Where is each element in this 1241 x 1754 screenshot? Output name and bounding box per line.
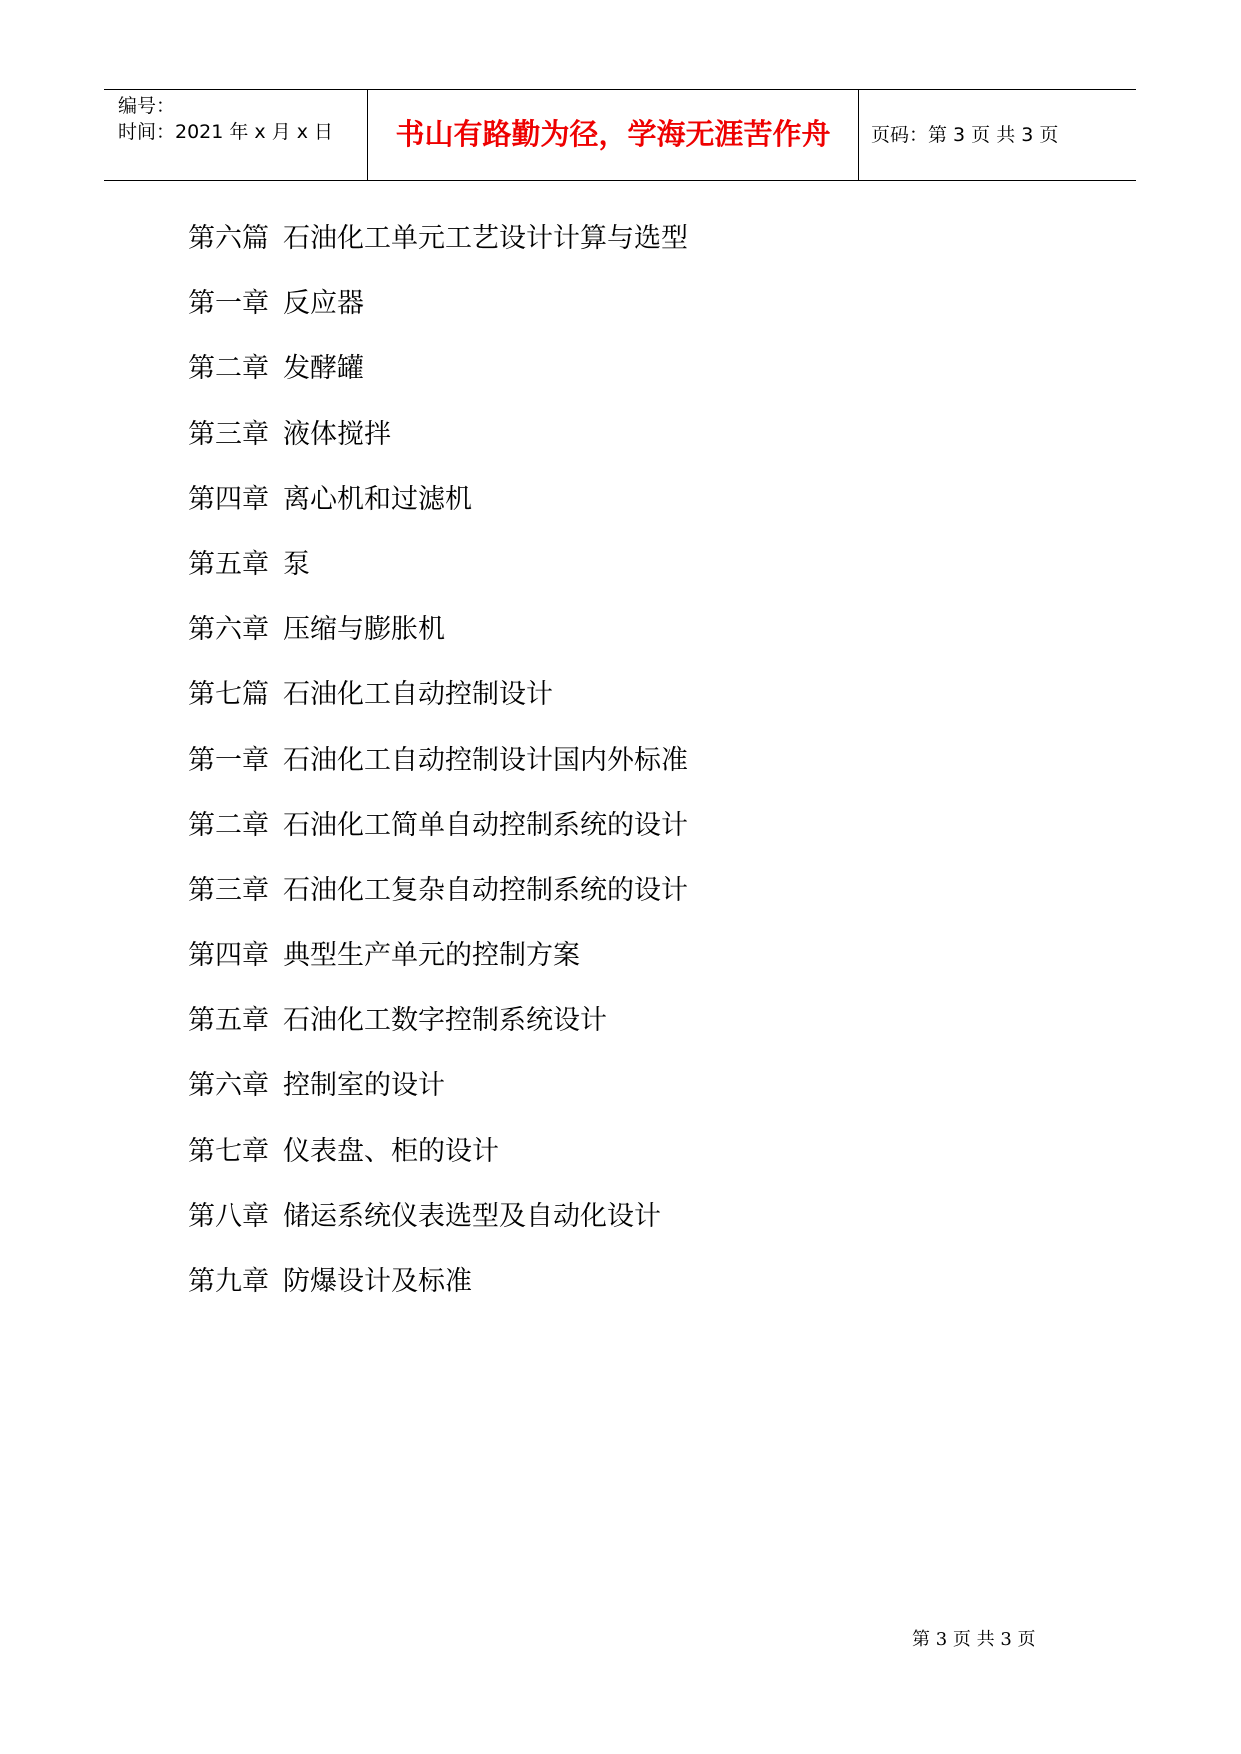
toc-entry-number: 第六篇 bbox=[188, 223, 269, 254]
page-code-label: 页码：第 3 页 共 3 页 bbox=[871, 124, 1059, 146]
toc-entry bbox=[188, 610, 688, 675]
toc-entry bbox=[188, 675, 688, 740]
toc-entry-number: 第七篇 bbox=[188, 679, 269, 711]
toc-entry bbox=[188, 741, 688, 806]
toc-entry-number: 第一章 bbox=[188, 288, 269, 320]
toc-entry-number: 第三章 bbox=[188, 874, 269, 906]
toc-entry-title: 储运系统仪表选型及自动化设计 bbox=[283, 1200, 661, 1232]
toc-entry-title: 压缩与膨胀机 bbox=[283, 614, 445, 646]
toc-entry-title: 泵 bbox=[283, 548, 310, 580]
toc-entry bbox=[188, 936, 688, 1001]
toc-entry bbox=[188, 415, 688, 480]
page-footer-number: 第 3 页 共 3 页 bbox=[912, 1629, 1036, 1650]
toc-entry bbox=[188, 219, 688, 284]
toc-entry bbox=[188, 284, 688, 349]
table-of-contents bbox=[188, 219, 688, 1327]
toc-entry-title: 石油化工自动控制设计 bbox=[283, 679, 553, 711]
header-page-cell bbox=[859, 90, 1136, 180]
document-time-label: 时间：2021 年 x 月 x 日 bbox=[118, 121, 334, 143]
toc-entry bbox=[188, 1001, 688, 1066]
toc-entry bbox=[188, 1197, 688, 1262]
toc-entry bbox=[188, 1132, 688, 1197]
toc-entry-number: 第三章 bbox=[188, 418, 269, 450]
toc-entry-number: 第一章 bbox=[188, 744, 269, 776]
toc-entry-number: 第八章 bbox=[188, 1200, 269, 1232]
toc-entry-title: 石油化工数字控制系统设计 bbox=[283, 1005, 607, 1037]
toc-entry-number: 第五章 bbox=[188, 1005, 269, 1037]
toc-entry-number: 第六章 bbox=[188, 1070, 269, 1102]
toc-entry-title: 典型生产单元的控制方案 bbox=[283, 940, 580, 972]
toc-entry bbox=[188, 545, 688, 610]
toc-entry-title: 石油化工单元工艺设计计算与选型 bbox=[283, 223, 688, 254]
toc-entry-title: 液体搅拌 bbox=[283, 418, 391, 450]
toc-entry-number: 第六章 bbox=[188, 614, 269, 646]
toc-entry-title: 石油化工简单自动控制系统的设计 bbox=[283, 809, 688, 841]
toc-entry-number: 第五章 bbox=[188, 548, 269, 580]
header-meta-cell bbox=[104, 90, 368, 180]
header-motto-cell bbox=[368, 90, 859, 180]
toc-entry bbox=[188, 480, 688, 545]
toc-entry bbox=[188, 1066, 688, 1131]
toc-entry-number: 第九章 bbox=[188, 1266, 269, 1297]
toc-entry-title: 控制室的设计 bbox=[283, 1070, 445, 1102]
toc-entry bbox=[188, 349, 688, 414]
toc-entry bbox=[188, 1262, 688, 1327]
toc-entry-number: 第四章 bbox=[188, 940, 269, 972]
toc-entry-number: 第二章 bbox=[188, 809, 269, 841]
toc-entry-number: 第七章 bbox=[188, 1135, 269, 1167]
toc-entry-title: 仪表盘、柜的设计 bbox=[283, 1135, 499, 1167]
toc-entry-title: 石油化工复杂自动控制系统的设计 bbox=[283, 874, 688, 906]
toc-entry bbox=[188, 806, 688, 871]
document-number-label: 编号： bbox=[118, 95, 176, 117]
page-header bbox=[104, 89, 1136, 181]
toc-entry-title: 发酵罐 bbox=[283, 353, 364, 385]
toc-entry-title: 石油化工自动控制设计国内外标准 bbox=[283, 744, 688, 776]
toc-entry-title: 反应器 bbox=[283, 288, 364, 320]
motto-text: 书山有路勤为径，学海无涯苦作舟 bbox=[395, 117, 831, 151]
toc-entry-title: 防爆设计及标准 bbox=[283, 1266, 472, 1297]
toc-entry-number: 第四章 bbox=[188, 483, 269, 515]
toc-entry-title: 离心机和过滤机 bbox=[283, 483, 472, 515]
toc-entry-number: 第二章 bbox=[188, 353, 269, 385]
toc-entry bbox=[188, 871, 688, 936]
